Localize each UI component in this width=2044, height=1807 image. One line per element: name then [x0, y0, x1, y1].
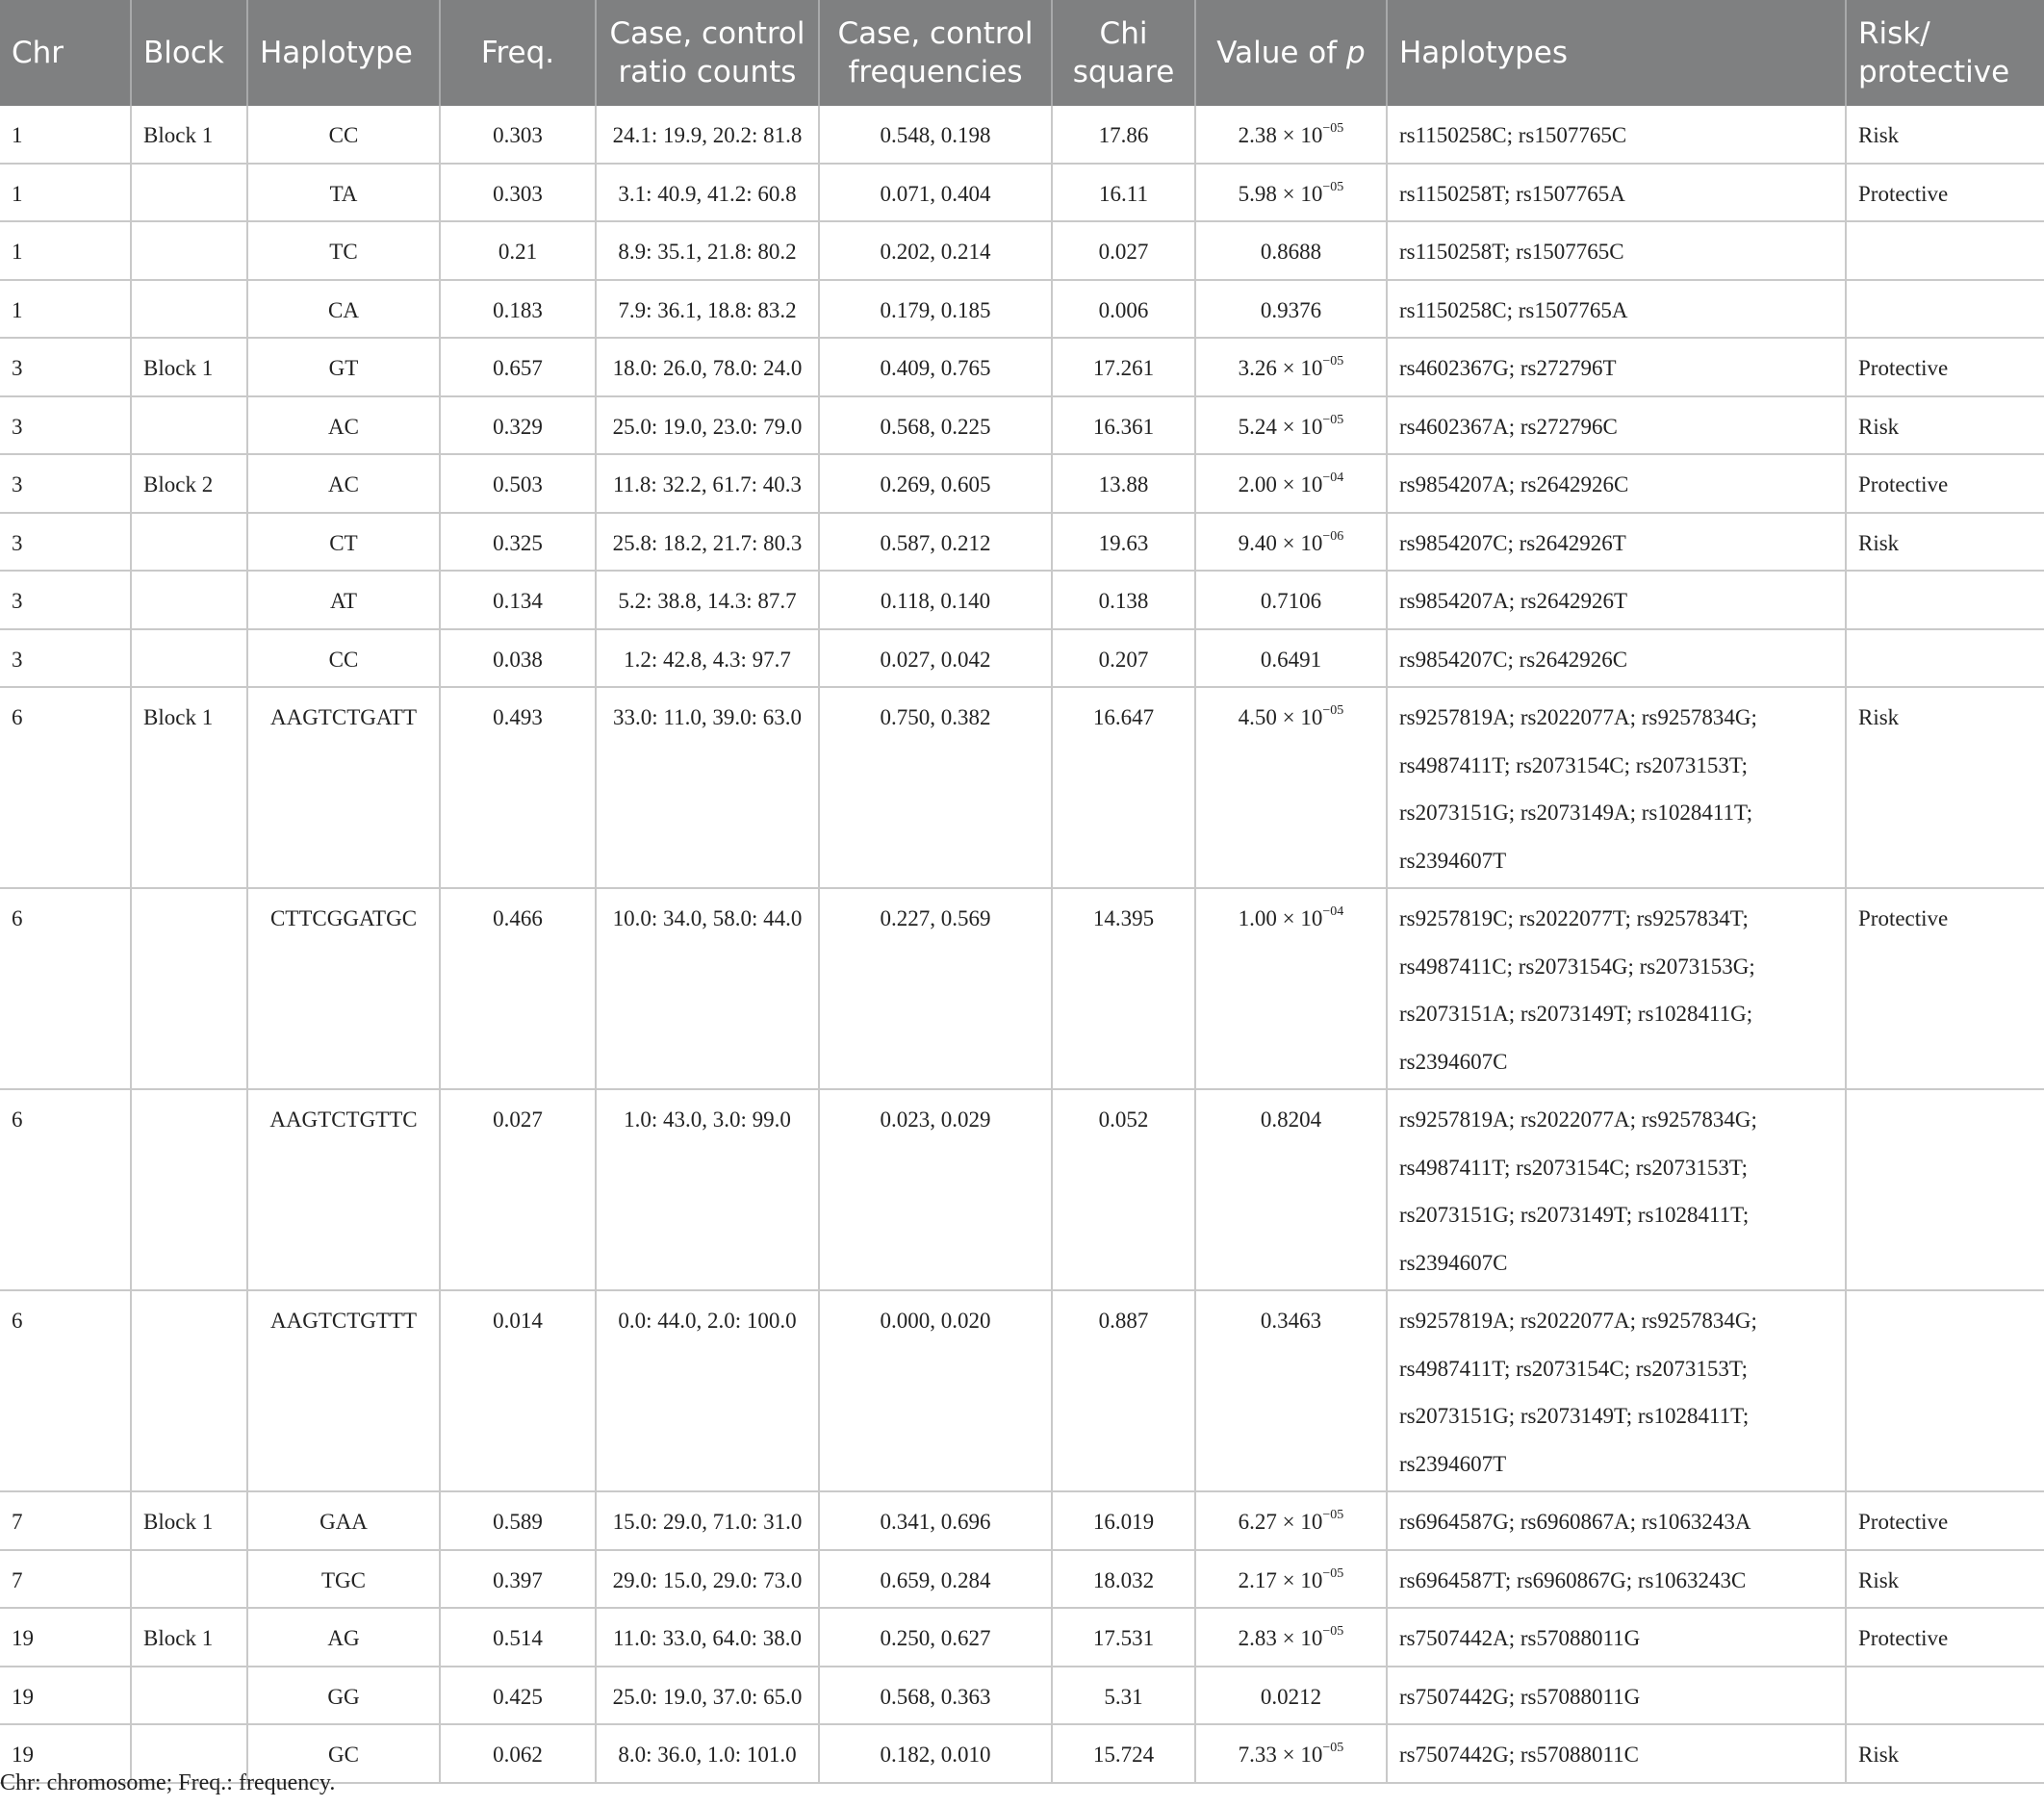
- cell-chr: 6: [0, 888, 131, 1089]
- cell-risk: Protective: [1846, 1491, 2044, 1550]
- cell-haplotype: GG: [247, 1667, 440, 1725]
- cell-haplotype: TA: [247, 164, 440, 222]
- cell-chr: 6: [0, 1089, 131, 1290]
- cell-freq: 0.134: [440, 571, 596, 629]
- cell-p-value: 0.9376: [1195, 280, 1387, 339]
- table-row: [0, 687, 2044, 888]
- cell-haplotype: AT: [247, 571, 440, 629]
- cell-chr: 19: [0, 1608, 131, 1667]
- cell-ratio-counts: 25.0: 19.0, 23.0: 79.0: [596, 396, 819, 455]
- cell-ratio-counts: 18.0: 26.0, 78.0: 24.0: [596, 338, 819, 396]
- cell-frequencies: 0.202, 0.214: [819, 221, 1052, 280]
- cell-risk: Risk: [1846, 1550, 2044, 1609]
- cell-haplotype: CC: [247, 629, 440, 688]
- snp-line: rs9854207A; rs2642926C: [1399, 472, 1629, 496]
- table-row: [0, 1608, 2044, 1667]
- snp-line: rs9257819A; rs2022077A; rs9257834G;: [1399, 1107, 1757, 1132]
- cell-chr: 1: [0, 221, 131, 280]
- cell-chi-square: 19.63: [1052, 513, 1195, 572]
- cell-haplotype: AG: [247, 1608, 440, 1667]
- cell-ratio-counts: 25.0: 19.0, 37.0: 65.0: [596, 1667, 819, 1725]
- cell-block: Block 1: [131, 106, 247, 164]
- cell-haplotypes: [1387, 280, 1846, 339]
- snp-line: rs4602367A; rs272796C: [1399, 414, 1618, 439]
- cell-risk: [1846, 1089, 2044, 1290]
- cell-ratio-counts: 11.0: 33.0, 64.0: 38.0: [596, 1608, 819, 1667]
- cell-block: [131, 1667, 247, 1725]
- cell-freq: 0.466: [440, 888, 596, 1089]
- cell-frequencies: 0.118, 0.140: [819, 571, 1052, 629]
- cell-chr: 1: [0, 280, 131, 339]
- cell-haplotype: AC: [247, 396, 440, 455]
- cell-chr: 7: [0, 1491, 131, 1550]
- cell-haplotypes: [1387, 1089, 1846, 1290]
- cell-chi-square: 18.032: [1052, 1550, 1195, 1609]
- snp-line: rs4987411T; rs2073154C; rs2073153T;: [1399, 752, 1749, 777]
- cell-frequencies: 0.227, 0.569: [819, 888, 1052, 1089]
- cell-ratio-counts: 10.0: 34.0, 58.0: 44.0: [596, 888, 819, 1089]
- cell-freq: 0.425: [440, 1667, 596, 1725]
- cell-risk: [1846, 571, 2044, 629]
- header-haplotype: Haplotype: [247, 0, 440, 106]
- cell-freq: 0.657: [440, 338, 596, 396]
- cell-haplotype: AAGTCTGTTT: [247, 1290, 440, 1491]
- snp-line: rs2073151A; rs2073149T; rs1028411G;: [1399, 1002, 1753, 1026]
- cell-risk: Protective: [1846, 164, 2044, 222]
- cell-freq: 0.038: [440, 629, 596, 688]
- table-row: [0, 1667, 2044, 1725]
- cell-risk: Risk: [1846, 1724, 2044, 1783]
- cell-frequencies: 0.548, 0.198: [819, 106, 1052, 164]
- cell-frequencies: 0.587, 0.212: [819, 513, 1052, 572]
- snp-line: rs2073151G; rs2073149A; rs1028411T;: [1399, 801, 1753, 825]
- cell-p-value: 0.0212: [1195, 1667, 1387, 1725]
- cell-chi-square: 16.647: [1052, 687, 1195, 888]
- table-header: [0, 0, 2044, 106]
- cell-chr: 1: [0, 106, 131, 164]
- cell-haplotype: GAA: [247, 1491, 440, 1550]
- cell-risk: Risk: [1846, 513, 2044, 572]
- cell-chi-square: 16.361: [1052, 396, 1195, 455]
- cell-haplotypes: [1387, 1608, 1846, 1667]
- cell-p-value: $5.24 \times 10^{-05}$: [1195, 396, 1387, 455]
- cell-haplotypes: [1387, 629, 1846, 688]
- cell-chi-square: 15.724: [1052, 1724, 1195, 1783]
- cell-ratio-counts: 33.0: 11.0, 39.0: 63.0: [596, 687, 819, 888]
- cell-freq: 0.303: [440, 106, 596, 164]
- header-risk-protective: Risk/ protective: [1846, 0, 2044, 106]
- cell-haplotypes: [1387, 454, 1846, 513]
- cell-block: [131, 164, 247, 222]
- cell-frequencies: 0.568, 0.225: [819, 396, 1052, 455]
- cell-ratio-counts: 8.0: 36.0, 1.0: 101.0: [596, 1724, 819, 1783]
- cell-haplotypes: [1387, 1724, 1846, 1783]
- cell-haplotype: CC: [247, 106, 440, 164]
- cell-freq: 0.514: [440, 1608, 596, 1667]
- cell-ratio-counts: 1.2: 42.8, 4.3: 97.7: [596, 629, 819, 688]
- cell-freq: 0.183: [440, 280, 596, 339]
- cell-haplotype: GC: [247, 1724, 440, 1783]
- cell-block: [131, 1290, 247, 1491]
- snp-line: rs1150258C; rs1507765C: [1399, 123, 1627, 147]
- snp-line: rs2394607T: [1399, 1451, 1507, 1476]
- cell-haplotypes: [1387, 1550, 1846, 1609]
- header-ratio-counts: Case, control ratio counts: [596, 0, 819, 106]
- snp-line: rs9854207A; rs2642926T: [1399, 589, 1628, 613]
- cell-haplotype: TC: [247, 221, 440, 280]
- cell-risk: [1846, 629, 2044, 688]
- snp-line: rs1150258T; rs1507765A: [1399, 181, 1625, 206]
- cell-haplotype: AC: [247, 454, 440, 513]
- cell-freq: 0.503: [440, 454, 596, 513]
- cell-p-value: 0.3463: [1195, 1290, 1387, 1491]
- cell-haplotypes: [1387, 1491, 1846, 1550]
- cell-block: [131, 221, 247, 280]
- cell-chi-square: 5.31: [1052, 1667, 1195, 1725]
- cell-block: [131, 629, 247, 688]
- cell-chi-square: 16.019: [1052, 1491, 1195, 1550]
- cell-frequencies: 0.409, 0.765: [819, 338, 1052, 396]
- cell-frequencies: 0.250, 0.627: [819, 1608, 1052, 1667]
- cell-freq: 0.062: [440, 1724, 596, 1783]
- cell-risk: [1846, 1290, 2044, 1491]
- cell-ratio-counts: 5.2: 38.8, 14.3: 87.7: [596, 571, 819, 629]
- cell-haplotype: CA: [247, 280, 440, 339]
- cell-haplotypes: [1387, 888, 1846, 1089]
- cell-p-value: 0.6491: [1195, 629, 1387, 688]
- cell-risk: Protective: [1846, 338, 2044, 396]
- cell-frequencies: 0.568, 0.363: [819, 1667, 1052, 1725]
- table-row: [0, 338, 2044, 396]
- cell-chr: 19: [0, 1667, 131, 1725]
- cell-haplotypes: [1387, 221, 1846, 280]
- table-row: [0, 1550, 2044, 1609]
- snp-line: rs2394607C: [1399, 1049, 1508, 1074]
- cell-ratio-counts: 0.0: 44.0, 2.0: 100.0: [596, 1290, 819, 1491]
- cell-p-value: 0.8688: [1195, 221, 1387, 280]
- table-footnote: Chr: chromosome; Freq.: frequency.: [0, 1770, 336, 1795]
- cell-ratio-counts: 25.8: 18.2, 21.7: 80.3: [596, 513, 819, 572]
- table-row: [0, 1290, 2044, 1491]
- cell-block: [131, 396, 247, 455]
- table-row: [0, 513, 2044, 572]
- cell-haplotype: GT: [247, 338, 440, 396]
- cell-frequencies: 0.027, 0.042: [819, 629, 1052, 688]
- snp-line: rs9257819A; rs2022077A; rs9257834G;: [1399, 1309, 1757, 1333]
- cell-block: [131, 1550, 247, 1609]
- cell-p-value: 0.8204: [1195, 1089, 1387, 1290]
- cell-chi-square: 0.138: [1052, 571, 1195, 629]
- cell-p-value: $5.98 \times 10^{-05}$: [1195, 164, 1387, 222]
- cell-p-value: $2.38 \times 10^{-05}$: [1195, 106, 1387, 164]
- snp-line: rs2073151G; rs2073149T; rs1028411T;: [1399, 1404, 1750, 1428]
- cell-chr: 6: [0, 1290, 131, 1491]
- cell-chr: 3: [0, 571, 131, 629]
- table-row: [0, 164, 2044, 222]
- cell-block: [131, 571, 247, 629]
- header-chi-square: Chi square: [1052, 0, 1195, 106]
- cell-p-value: 0.7106: [1195, 571, 1387, 629]
- header-freq: Freq.: [440, 0, 596, 106]
- cell-risk: Risk: [1846, 687, 2044, 888]
- cell-risk: Protective: [1846, 888, 2044, 1089]
- cell-freq: 0.493: [440, 687, 596, 888]
- cell-block: [131, 513, 247, 572]
- table-body: [0, 106, 2044, 1783]
- cell-frequencies: 0.000, 0.020: [819, 1290, 1052, 1491]
- snp-line: rs1150258C; rs1507765A: [1399, 297, 1628, 322]
- snp-line: rs9854207C; rs2642926C: [1399, 647, 1628, 672]
- cell-ratio-counts: 24.1: 19.9, 20.2: 81.8: [596, 106, 819, 164]
- cell-haplotype: AAGTCTGTTC: [247, 1089, 440, 1290]
- cell-chi-square: 17.531: [1052, 1608, 1195, 1667]
- cell-frequencies: 0.182, 0.010: [819, 1724, 1052, 1783]
- cell-block: Block 1: [131, 338, 247, 396]
- cell-haplotypes: [1387, 396, 1846, 455]
- cell-block: [131, 1089, 247, 1290]
- cell-freq: 0.303: [440, 164, 596, 222]
- cell-p-value: $4.50 \times 10^{-05}$: [1195, 687, 1387, 888]
- cell-chi-square: 17.86: [1052, 106, 1195, 164]
- cell-ratio-counts: 1.0: 43.0, 3.0: 99.0: [596, 1089, 819, 1290]
- cell-frequencies: 0.341, 0.696: [819, 1491, 1052, 1550]
- cell-chi-square: 0.207: [1052, 629, 1195, 688]
- cell-p-value: $6.27 \times 10^{-05}$: [1195, 1491, 1387, 1550]
- cell-freq: 0.329: [440, 396, 596, 455]
- snp-line: rs4987411T; rs2073154C; rs2073153T;: [1399, 1356, 1749, 1381]
- cell-ratio-counts: 15.0: 29.0, 71.0: 31.0: [596, 1491, 819, 1550]
- cell-chr: 3: [0, 396, 131, 455]
- header-p-value: Value of p: [1195, 0, 1387, 106]
- snp-line: rs7507442G; rs57088011C: [1399, 1743, 1639, 1767]
- cell-frequencies: 0.269, 0.605: [819, 454, 1052, 513]
- cell-p-value: $3.26 \times 10^{-05}$: [1195, 338, 1387, 396]
- cell-chr: 3: [0, 454, 131, 513]
- cell-haplotypes: [1387, 1290, 1846, 1491]
- cell-chi-square: 0.006: [1052, 280, 1195, 339]
- snp-line: rs2394607C: [1399, 1250, 1508, 1275]
- cell-haplotypes: [1387, 513, 1846, 572]
- cell-haplotypes: [1387, 571, 1846, 629]
- cell-block: Block 1: [131, 1608, 247, 1667]
- cell-chi-square: 0.887: [1052, 1290, 1195, 1491]
- cell-frequencies: 0.023, 0.029: [819, 1089, 1052, 1290]
- cell-p-value: $9.40 \times 10^{-06}$: [1195, 513, 1387, 572]
- cell-freq: 0.589: [440, 1491, 596, 1550]
- cell-risk: [1846, 221, 2044, 280]
- snp-line: rs9257819A; rs2022077A; rs9257834G;: [1399, 705, 1757, 729]
- table-row: [0, 629, 2044, 688]
- snp-line: rs4987411T; rs2073154C; rs2073153T;: [1399, 1155, 1749, 1180]
- cell-p-value: $2.83 \times 10^{-05}$: [1195, 1608, 1387, 1667]
- cell-haplotypes: [1387, 164, 1846, 222]
- snp-line: rs4987411C; rs2073154G; rs2073153G;: [1399, 954, 1755, 979]
- table-row: [0, 571, 2044, 629]
- cell-p-value: $1.00 \times 10^{-04}$: [1195, 888, 1387, 1089]
- cell-haplotypes: [1387, 687, 1846, 888]
- cell-block: Block 1: [131, 1491, 247, 1550]
- cell-risk: Risk: [1846, 396, 2044, 455]
- snp-line: rs7507442A; rs57088011G: [1399, 1626, 1641, 1650]
- header-frequencies: Case, control frequencies: [819, 0, 1052, 106]
- cell-p-value: $2.00 \times 10^{-04}$: [1195, 454, 1387, 513]
- cell-ratio-counts: 3.1: 40.9, 41.2: 60.8: [596, 164, 819, 222]
- cell-freq: 0.397: [440, 1550, 596, 1609]
- cell-chi-square: 0.052: [1052, 1089, 1195, 1290]
- table-row: [0, 1089, 2044, 1290]
- snp-line: rs2073151G; rs2073149T; rs1028411T;: [1399, 1203, 1750, 1227]
- snp-line: rs1150258T; rs1507765C: [1399, 240, 1624, 264]
- cell-risk: [1846, 1667, 2044, 1725]
- cell-risk: Protective: [1846, 454, 2044, 513]
- cell-haplotypes: [1387, 338, 1846, 396]
- table-row: [0, 221, 2044, 280]
- cell-chr: 3: [0, 338, 131, 396]
- cell-haplotype: TGC: [247, 1550, 440, 1609]
- snp-line: rs6964587G; rs6960867A; rs1063243A: [1399, 1510, 1751, 1534]
- table-row: [0, 888, 2044, 1089]
- cell-ratio-counts: 29.0: 15.0, 29.0: 73.0: [596, 1550, 819, 1609]
- cell-chr: 3: [0, 629, 131, 688]
- cell-haplotype: CT: [247, 513, 440, 572]
- table-row: [0, 106, 2044, 164]
- cell-chr: 6: [0, 687, 131, 888]
- snp-line: rs2394607T: [1399, 848, 1507, 873]
- cell-haplotypes: [1387, 106, 1846, 164]
- cell-block: Block 1: [131, 687, 247, 888]
- table-row: [0, 396, 2044, 455]
- cell-risk: [1846, 280, 2044, 339]
- cell-chi-square: 16.11: [1052, 164, 1195, 222]
- cell-frequencies: 0.179, 0.185: [819, 280, 1052, 339]
- cell-block: [131, 888, 247, 1089]
- cell-risk: Protective: [1846, 1608, 2044, 1667]
- header-haplotypes: Haplotypes: [1387, 0, 1846, 106]
- cell-chi-square: 0.027: [1052, 221, 1195, 280]
- cell-frequencies: 0.071, 0.404: [819, 164, 1052, 222]
- cell-chi-square: 13.88: [1052, 454, 1195, 513]
- cell-freq: 0.325: [440, 513, 596, 572]
- cell-chi-square: 17.261: [1052, 338, 1195, 396]
- cell-block: Block 2: [131, 454, 247, 513]
- cell-block: [131, 280, 247, 339]
- cell-risk: Risk: [1846, 106, 2044, 164]
- cell-haplotypes: [1387, 1667, 1846, 1725]
- cell-ratio-counts: 8.9: 35.1, 21.8: 80.2: [596, 221, 819, 280]
- cell-freq: 0.027: [440, 1089, 596, 1290]
- table-row: [0, 454, 2044, 513]
- snp-line: rs9257819C; rs2022077T; rs9257834T;: [1399, 906, 1749, 930]
- cell-haplotype: CTTCGGATGC: [247, 888, 440, 1089]
- cell-chr: 3: [0, 513, 131, 572]
- cell-p-value: $2.17 \times 10^{-05}$: [1195, 1550, 1387, 1609]
- snp-line: rs9854207C; rs2642926T: [1399, 530, 1626, 555]
- table-row: [0, 1491, 2044, 1550]
- cell-chr: 7: [0, 1550, 131, 1609]
- cell-ratio-counts: 7.9: 36.1, 18.8: 83.2: [596, 280, 819, 339]
- snp-line: rs7507442G; rs57088011G: [1399, 1684, 1641, 1709]
- table-row: [0, 280, 2044, 339]
- cell-freq: 0.21: [440, 221, 596, 280]
- header-chr: Chr: [0, 0, 131, 106]
- cell-chi-square: 14.395: [1052, 888, 1195, 1089]
- cell-frequencies: 0.750, 0.382: [819, 687, 1052, 888]
- header-block: Block: [131, 0, 247, 106]
- cell-chr: 1: [0, 164, 131, 222]
- cell-chr: 19: [0, 1724, 131, 1783]
- cell-p-value: $7.33 \times 10^{-05}$: [1195, 1724, 1387, 1783]
- cell-haplotype: AAGTCTGATT: [247, 687, 440, 888]
- cell-frequencies: 0.659, 0.284: [819, 1550, 1052, 1609]
- cell-freq: 0.014: [440, 1290, 596, 1491]
- snp-line: rs6964587T; rs6960867G; rs1063243C: [1399, 1567, 1747, 1592]
- cell-ratio-counts: 11.8: 32.2, 61.7: 40.3: [596, 454, 819, 513]
- snp-line: rs4602367G; rs272796T: [1399, 356, 1617, 380]
